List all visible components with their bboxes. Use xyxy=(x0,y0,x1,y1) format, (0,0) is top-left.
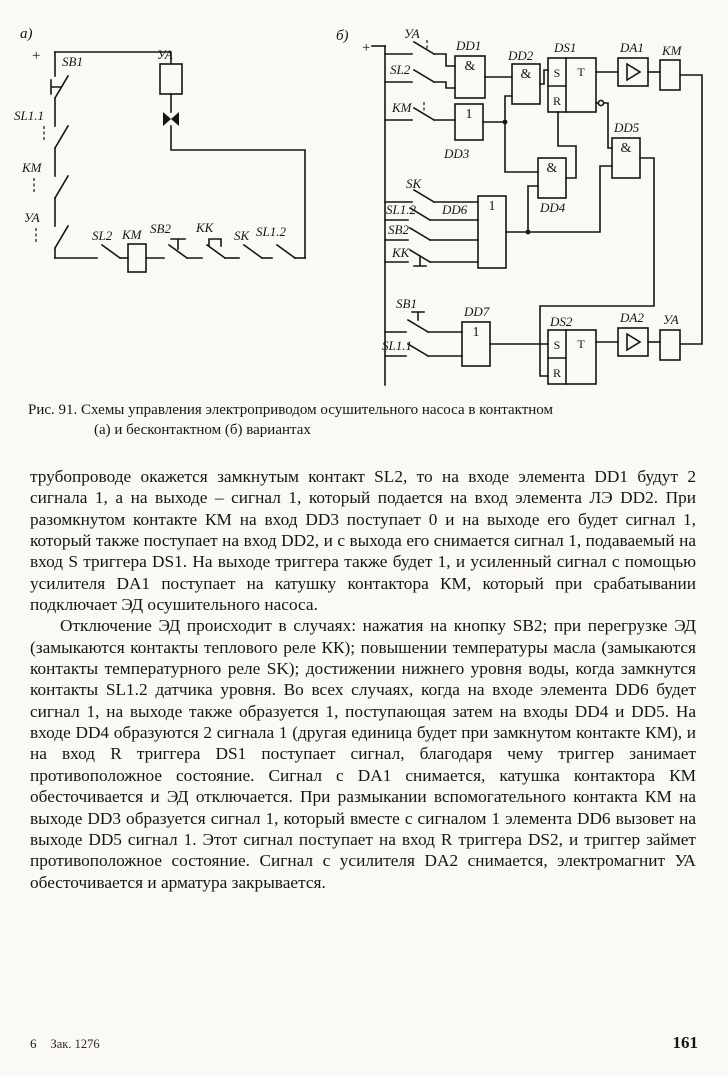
caption-line-2: (а) и бесконтактном (б) вариантах xyxy=(94,421,311,438)
diagram-b-labels xyxy=(336,26,683,380)
label-dd5: DD5 xyxy=(614,120,640,135)
label-dd2: DD2 xyxy=(508,48,534,63)
label-sb2-b: SB2 xyxy=(388,222,409,237)
label-sl2-a: SL2 xyxy=(92,228,113,243)
and-symbol-dd5: & xyxy=(620,141,632,156)
plus-terminal-a: + xyxy=(32,48,41,64)
label-sl2-b: SL2 xyxy=(390,62,411,77)
body-text xyxy=(30,466,696,893)
ds2-t-cell: T xyxy=(577,337,585,351)
label-sl11-a: SL1.1 xyxy=(14,108,44,123)
figure-schematics xyxy=(0,0,728,398)
diagram-a-valve-icon xyxy=(163,112,179,126)
page-footer xyxy=(30,1033,698,1053)
or-symbol-dd6: 1 xyxy=(488,199,496,214)
ds1-r-cell: R xyxy=(552,94,562,108)
or-symbol-dd3: 1 xyxy=(465,107,473,122)
plus-terminal-b: + xyxy=(362,40,371,56)
ds1-t-cell: T xyxy=(577,65,585,79)
label-ya-a: УА xyxy=(24,210,40,225)
label-sb1-b: SB1 xyxy=(396,296,417,311)
ds2-r-cell: R xyxy=(552,366,562,380)
label-kk-a: КК xyxy=(196,220,214,235)
label-sl12-a: SL1.2 xyxy=(256,224,286,239)
label-da2: DA2 xyxy=(620,310,644,325)
schematic-svg xyxy=(0,0,728,398)
paragraph-2: Отключение ЭД происходит в случаях: нажатия на кнопку SB2; при перегрузке ЭД (замыкаются контакты теплового реле КК); повышении температуры масла (замыкаются контакты температурного реле SK); достижении нижнего уровня воды, когда замкнутся контакты SL1.2 датчика уровня. Во всех случаях, когда на входе элемента DD6 будет сигнал 1, на выходе также образуется 1, поступающая затем на входы DD4 и DD5. На входе DD4 образуются 2 сигнала 1 (другая единица будет при замкнутом контакте КМ), и на вход R триггера DS1 поступает сигнал, благодаря чему триггер занимает противоположное состояние. Сигнал с DA1 снимается, катушка контактора КМ обесточивается и ЭД отключается. При размыкании вспомогательного контакта КМ на выходе DD3 образуется сигнал 1, который вместе с сигналом 1 элемента DD6 вызовет на выходе DD5 сигнал 1. Этот сигнал поступает на вход R триггера DS2, и триггер займет противоположное состояние. Сигнал с усилителя DA2 снимается, электромагнит УА обесточивается и арматура закрывается. xyxy=(30,616,696,892)
imprint-text: Зак. 1276 xyxy=(50,1037,100,1051)
diagram-a-marker: а) xyxy=(20,26,33,42)
figure-caption xyxy=(28,401,696,440)
label-sb1-a: SB1 xyxy=(62,54,83,69)
and-symbol-dd4: & xyxy=(546,161,558,176)
diagram-b-wiring xyxy=(372,42,702,385)
label-ds1: DS1 xyxy=(554,40,577,55)
label-da1: DA1 xyxy=(620,40,644,55)
label-km-b: КМ xyxy=(392,100,412,115)
label-ya-coil: УА xyxy=(157,47,173,62)
paragraph-1: трубопроводе окажется замкнутым контакт SL2, то на входе элемента DD1 будут 2 сигнала 1, а на выходе – сигнал 1, который подается на вход элемента ЛЭ DD2. При разомкнутом контакте КМ на вход DD3 поступает 0 и на выходе его будет сигнал 1, который также поступает на вход DD2, и с выхода его снимается сигнал 1, подаваемый на вход S триггера DS1. На выходе триггера также будет 1, и усиленный сигнал с помощью усилителя DA1 поступает на катушку контактора КМ, который при срабатывании подключает ЭД осушительного насоса. xyxy=(30,467,696,615)
diagram-a-wiring xyxy=(51,52,305,272)
label-km-a: КМ xyxy=(22,160,42,175)
signature-mark: 6 xyxy=(30,1036,37,1051)
and-symbol-dd1: & xyxy=(464,59,476,74)
label-dd4: DD4 xyxy=(540,200,566,215)
label-km-coil: КМ xyxy=(122,227,142,242)
ds2-s-cell: S xyxy=(553,338,561,352)
label-dd6: DD6 xyxy=(442,202,468,217)
label-sk-b: SK xyxy=(406,176,422,191)
or-symbol-dd7: 1 xyxy=(472,325,480,340)
label-ya-b: УА xyxy=(404,26,420,41)
label-ya-out: УА xyxy=(663,312,679,327)
label-ds2: DS2 xyxy=(550,314,573,329)
page-number: 161 xyxy=(672,1033,698,1052)
label-sl11-b: SL1.1 xyxy=(382,338,412,353)
diagram-b-marker: б) xyxy=(336,28,349,44)
ds1-s-cell: S xyxy=(553,66,561,80)
label-sl12-b: SL1.2 xyxy=(386,202,416,217)
and-symbol-dd2: & xyxy=(520,67,532,82)
label-dd1: DD1 xyxy=(456,38,482,53)
label-dd3: DD3 xyxy=(444,146,470,161)
label-sb2-a: SB2 xyxy=(150,221,171,236)
label-km-out: КМ xyxy=(662,43,682,58)
label-dd7: DD7 xyxy=(464,304,490,319)
label-kk-b: КК xyxy=(392,245,410,260)
label-sk-a: SK xyxy=(234,228,250,243)
caption-line-1: Рис. 91. Схемы управления электроприводом осушительного насоса в контактном xyxy=(28,402,554,418)
